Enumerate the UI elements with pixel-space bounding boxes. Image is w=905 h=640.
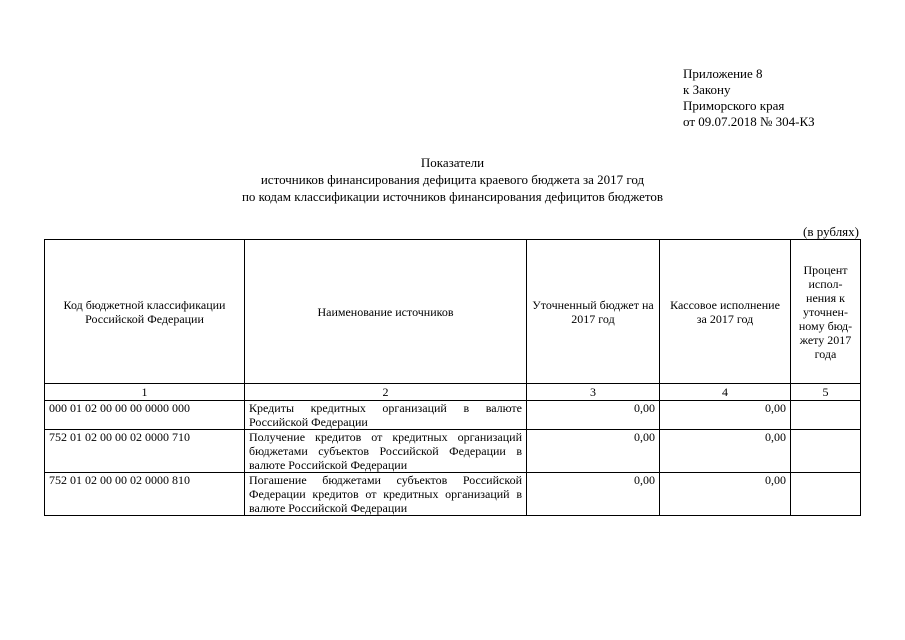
header-code: Код бюджетной классификации Российской Федерации <box>45 240 245 384</box>
row-budget: 0,00 <box>527 401 660 430</box>
table-row <box>45 430 861 473</box>
sources-table <box>44 239 861 516</box>
row-code: 000 01 02 00 00 00 0000 000 <box>45 401 245 430</box>
row-code: 752 01 02 00 00 02 0000 810 <box>45 473 245 516</box>
row-percent <box>791 401 861 430</box>
header-budget: Уточненный бюджет на 2017 год <box>527 240 660 384</box>
column-number: 2 <box>245 384 527 401</box>
header-execution: Кассовое исполнение за 2017 год <box>660 240 791 384</box>
units-note: (в рублях) <box>803 224 859 239</box>
appendix-line-1: Приложение 8 <box>683 66 763 81</box>
column-number: 5 <box>791 384 861 401</box>
row-execution: 0,00 <box>660 430 791 473</box>
row-code: 752 01 02 00 00 02 0000 710 <box>45 430 245 473</box>
table-row <box>45 401 861 430</box>
row-budget: 0,00 <box>527 473 660 516</box>
column-number: 4 <box>660 384 791 401</box>
row-percent <box>791 430 861 473</box>
header-name: Наименование источников <box>245 240 527 384</box>
header-row <box>45 240 861 384</box>
column-number: 3 <box>527 384 660 401</box>
title-line-2: источников финансирования дефицита краевого бюджета за 2017 год <box>260 172 645 187</box>
row-execution: 0,00 <box>660 473 791 516</box>
appendix-line-3: Приморского края <box>683 98 785 113</box>
row-name: Получение кредитов от кредитных организаций бюджетами субъектов Российской Федерации в валюте Российской Федерации <box>245 430 527 473</box>
column-number-row <box>45 384 861 401</box>
title-line-3: по кодам классификации источников финансирования дефицитов бюджетов <box>241 189 664 204</box>
appendix-line-2: к Закону <box>683 82 731 97</box>
row-execution: 0,00 <box>660 401 791 430</box>
appendix-reference <box>683 66 815 130</box>
header-percent: Процент испол-нения к уточнен-ному бюд-жету 2017 года <box>791 240 861 384</box>
title-line-1: Показатели <box>420 155 485 170</box>
row-percent <box>791 473 861 516</box>
row-name: Погашение бюджетами субъектов Российской Федерации кредитов от кредитных организаций в валюте Российской Федерации <box>245 473 527 516</box>
row-name: Кредиты кредитных организаций в валюте Российской Федерации <box>245 401 527 430</box>
table-row <box>45 473 861 516</box>
column-number: 1 <box>45 384 245 401</box>
document-title <box>0 154 905 205</box>
row-budget: 0,00 <box>527 430 660 473</box>
appendix-line-4: от 09.07.2018 № 304-КЗ <box>683 114 815 129</box>
